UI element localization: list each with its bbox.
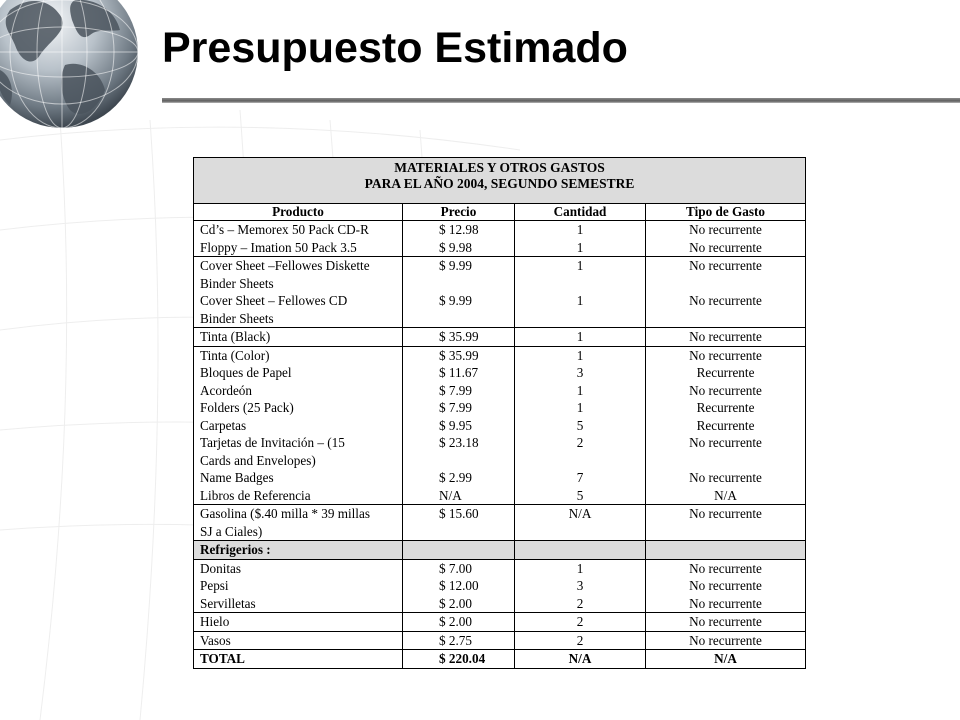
table-row [194,399,806,417]
table-row [194,559,806,577]
cell-tipo: No recurrente [646,559,806,577]
cell-producto: Tinta (Color) [194,346,403,364]
table-row [194,364,806,382]
cell-producto: TOTAL [194,650,403,669]
cell-precio [403,310,515,328]
table-row [194,346,806,364]
column-header-cantidad: Cantidad [515,204,646,221]
cell-precio: $ 2.00 [403,613,515,632]
cell-cantidad: 5 [515,487,646,505]
table-row [194,452,806,470]
cell-cantidad [515,275,646,293]
cell-precio: $ 9.95 [403,417,515,435]
slide-title: Presupuesto Estimado [162,24,628,72]
column-header-precio: Precio [403,204,515,221]
cell-cantidad [515,452,646,470]
cell-cantidad: 2 [515,595,646,613]
cell-cantidad: 1 [515,328,646,347]
cell-precio: $ 23.18 [403,434,515,452]
budget-table [193,157,806,669]
cell-precio: $ 35.99 [403,328,515,347]
cell-tipo: No recurrente [646,577,806,595]
cell-producto: Cover Sheet –Fellowes Diskette [194,257,403,275]
cell-precio: $ 15.60 [403,505,515,523]
cell-cantidad: 1 [515,399,646,417]
cell-tipo: N/A [646,487,806,505]
table-title-row [194,158,806,204]
table-row [194,595,806,613]
cell-producto: Tarjetas de Invitación – (15 [194,434,403,452]
cell-producto: Cards and Envelopes) [194,452,403,470]
cell-cantidad: 1 [515,221,646,239]
table-row [194,523,806,541]
cell-tipo: No recurrente [646,346,806,364]
table-title [194,158,806,204]
cell-cantidad: N/A [515,650,646,669]
cell-producto: Servilletas [194,595,403,613]
cell-precio [403,275,515,293]
table-row [194,257,806,275]
cell-precio: $ 220.04 [403,650,515,669]
cell-precio: $ 9.99 [403,292,515,310]
table-row [194,239,806,257]
cell-tipo [646,523,806,541]
cell-tipo: No recurrente [646,292,806,310]
cell-precio [403,523,515,541]
cell-tipo: Recurrente [646,399,806,417]
cell-producto: Vasos [194,631,403,650]
column-header-producto: Producto [194,204,403,221]
cell-cantidad: 7 [515,469,646,487]
cell-cantidad: 2 [515,613,646,632]
cell-precio: $ 7.99 [403,399,515,417]
cell-cantidad: 3 [515,364,646,382]
cell-cantidad: 2 [515,631,646,650]
cell-producto: Hielo [194,613,403,632]
cell-tipo: Recurrente [646,364,806,382]
table-row [194,434,806,452]
table-row [194,275,806,293]
total-row [194,650,806,669]
table-row [194,310,806,328]
cell-producto: Cd’s – Memorex 50 Pack CD-R [194,221,403,239]
cell-tipo: No recurrente [646,469,806,487]
section-empty-cell [403,541,515,560]
cell-cantidad [515,310,646,328]
cell-tipo [646,275,806,293]
table-title-line-1: MATERIALES Y OTROS GASTOS [394,160,605,175]
cell-cantidad [515,523,646,541]
section-empty-cell [515,541,646,560]
cell-producto: Gasolina ($.40 milla * 39 millas [194,505,403,523]
table-row [194,505,806,523]
table-row [194,613,806,632]
cell-producto: SJ a Ciales) [194,523,403,541]
section-empty-cell [646,541,806,560]
cell-producto: Bloques de Papel [194,364,403,382]
cell-tipo: No recurrente [646,505,806,523]
table-row [194,221,806,239]
cell-tipo: No recurrente [646,434,806,452]
cell-tipo: No recurrente [646,328,806,347]
cell-tipo [646,452,806,470]
cell-tipo: No recurrente [646,382,806,400]
cell-tipo: No recurrente [646,595,806,613]
table-row [194,577,806,595]
table-row [194,292,806,310]
cell-tipo: No recurrente [646,613,806,632]
cell-producto: Binder Sheets [194,275,403,293]
cell-producto: Donitas [194,559,403,577]
cell-precio: N/A [403,487,515,505]
cell-precio: $ 2.75 [403,631,515,650]
cell-producto: Binder Sheets [194,310,403,328]
cell-cantidad: 1 [515,346,646,364]
cell-producto: Tinta (Black) [194,328,403,347]
column-header-tipo: Tipo de Gasto [646,204,806,221]
cell-producto: Name Badges [194,469,403,487]
cell-cantidad: 1 [515,292,646,310]
cell-precio: $ 7.00 [403,559,515,577]
table-row [194,328,806,347]
cell-tipo: No recurrente [646,239,806,257]
cell-producto: Pepsi [194,577,403,595]
cell-cantidad: N/A [515,505,646,523]
cell-producto: Cover Sheet – Fellowes CD [194,292,403,310]
cell-producto: Folders (25 Pack) [194,399,403,417]
table-row [194,631,806,650]
cell-producto: Carpetas [194,417,403,435]
cell-precio [403,452,515,470]
cell-precio: $ 12.98 [403,221,515,239]
table-title-line-2: PARA EL AÑO 2004, SEGUNDO SEMESTRE [364,176,635,191]
cell-precio: $ 2.99 [403,469,515,487]
section-row-refrigerios [194,541,806,560]
column-header-row [194,204,806,221]
globe-logo-icon [0,0,145,130]
cell-producto: Libros de Referencia [194,487,403,505]
title-divider [162,98,960,103]
cell-precio: $ 9.98 [403,239,515,257]
cell-cantidad: 1 [515,382,646,400]
table-row [194,469,806,487]
cell-tipo: No recurrente [646,631,806,650]
table-row [194,487,806,505]
cell-producto: Acordeón [194,382,403,400]
cell-precio: $ 9.99 [403,257,515,275]
cell-precio: $ 7.99 [403,382,515,400]
table-row [194,382,806,400]
cell-precio: $ 12.00 [403,577,515,595]
cell-precio: $ 11.67 [403,364,515,382]
cell-cantidad: 5 [515,417,646,435]
cell-tipo: N/A [646,650,806,669]
cell-tipo: No recurrente [646,221,806,239]
cell-cantidad: 3 [515,577,646,595]
cell-tipo: Recurrente [646,417,806,435]
section-label: Refrigerios : [194,541,403,560]
table-row [194,417,806,435]
cell-cantidad: 1 [515,257,646,275]
cell-cantidad: 2 [515,434,646,452]
cell-tipo [646,310,806,328]
cell-cantidad: 1 [515,239,646,257]
cell-tipo: No recurrente [646,257,806,275]
cell-precio: $ 2.00 [403,595,515,613]
cell-precio: $ 35.99 [403,346,515,364]
cell-cantidad: 1 [515,559,646,577]
cell-producto: Floppy – Imation 50 Pack 3.5 [194,239,403,257]
